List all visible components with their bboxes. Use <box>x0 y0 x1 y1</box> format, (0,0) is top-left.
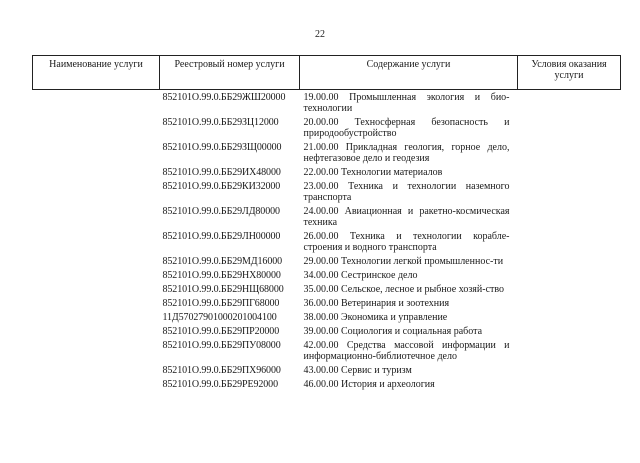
cell-service-name <box>33 310 160 324</box>
cell-service-conditions <box>518 204 621 229</box>
table-row <box>33 324 621 338</box>
table-row <box>33 338 621 363</box>
cell-service-content: 35.00.00 Сельское, лесное и рыбное хозяй-ство <box>303 284 505 295</box>
table-row <box>33 140 621 165</box>
cell-registry-number: 852101О.99.0.ББ29ЖШ20000 <box>162 92 286 103</box>
cell-service-conditions <box>518 229 621 254</box>
cell-registry-number: 852101О.99.0.ББ29КИ32000 <box>162 181 281 192</box>
cell-service-content: 46.00.00 История и археология <box>303 379 435 390</box>
table-row <box>33 90 621 116</box>
cell-service-content: 19.00.00 Промышленная экология и био-технологии <box>303 92 510 114</box>
header-service-conditions: Условия оказания услуги <box>518 56 621 90</box>
cell-registry-number: 852101О.99.0.ББ29ЗЩ00000 <box>162 142 282 153</box>
cell-service-conditions <box>518 140 621 165</box>
cell-service-name <box>33 165 160 179</box>
header-registry-number: Реестровый номер услуги <box>160 56 300 90</box>
cell-service-conditions <box>518 363 621 377</box>
cell-service-content: 36.00.00 Ветеринария и зоотехния <box>303 298 450 309</box>
cell-service-content: 42.00.00 Средства массовой информации и информационно-библиотечное дело <box>303 340 510 362</box>
cell-service-content: 39.00.00 Социология и социальная работа <box>303 326 483 337</box>
cell-service-content: 24.00.00 Авиационная и ракетно-космическая техника <box>303 206 510 228</box>
cell-service-name <box>33 296 160 310</box>
cell-service-conditions <box>518 324 621 338</box>
services-table <box>32 55 621 391</box>
cell-service-name <box>33 204 160 229</box>
cell-service-name <box>33 140 160 165</box>
cell-service-name <box>33 377 160 391</box>
cell-registry-number: 852101О.99.0.ББ29РЕ92000 <box>162 379 278 390</box>
cell-service-content: 34.00.00 Сестринское дело <box>303 270 418 281</box>
table-header <box>33 56 621 90</box>
cell-registry-number: 852101О.99.0.ББ29ИХ48000 <box>162 167 281 178</box>
cell-service-name <box>33 338 160 363</box>
cell-service-name <box>33 324 160 338</box>
cell-registry-number: 852101О.99.0.ББ29ПГ68000 <box>162 298 280 309</box>
cell-service-conditions <box>518 268 621 282</box>
cell-service-content: 20.00.00 Техносферная безопасность и природообустройство <box>303 117 510 139</box>
cell-service-content: 22.00.00 Технологии материалов <box>303 167 443 178</box>
cell-service-conditions <box>518 338 621 363</box>
cell-registry-number: 852101О.99.0.ББ29НХ80000 <box>162 270 281 281</box>
cell-registry-number: 852101О.99.0.ББ29ЛД80000 <box>162 206 280 217</box>
cell-registry-number: 852101О.99.0.ББ29ПР20000 <box>162 326 280 337</box>
cell-registry-number: 852101О.99.0.ББ29ПХ96000 <box>162 365 281 376</box>
cell-service-name <box>33 282 160 296</box>
table-row <box>33 363 621 377</box>
cell-service-content: 23.00.00 Техника и технологии наземного транспорта <box>303 181 510 203</box>
table-row <box>33 165 621 179</box>
table-row <box>33 204 621 229</box>
table-row <box>33 310 621 324</box>
table-row <box>33 115 621 140</box>
cell-service-conditions <box>518 90 621 116</box>
cell-service-conditions <box>518 310 621 324</box>
cell-service-name <box>33 90 160 116</box>
cell-service-conditions <box>518 179 621 204</box>
cell-registry-number: 852101О.99.0.ББ29ЗЦ12000 <box>162 117 279 128</box>
cell-registry-number: 852101О.99.0.ББ29МД16000 <box>162 256 283 267</box>
header-service-content: Содержание услуги <box>300 56 518 90</box>
table-row <box>33 229 621 254</box>
table-row <box>33 179 621 204</box>
cell-service-content: 29.00.00 Технологии легкой промышленнос-ти <box>303 256 504 267</box>
cell-service-conditions <box>518 282 621 296</box>
table-row <box>33 268 621 282</box>
cell-registry-number: 11Д57027901000201004100 <box>162 312 277 323</box>
cell-service-content: 43.00.00 Сервис и туризм <box>303 365 412 376</box>
cell-service-name <box>33 254 160 268</box>
cell-service-conditions <box>518 115 621 140</box>
table-row <box>33 254 621 268</box>
cell-service-content: 26.00.00 Техника и технологии корабле-строения и водного транспорта <box>303 231 510 253</box>
cell-service-conditions <box>518 377 621 391</box>
table-row <box>33 377 621 391</box>
table-body <box>33 90 621 392</box>
table-row <box>33 296 621 310</box>
cell-service-name <box>33 115 160 140</box>
cell-service-conditions <box>518 254 621 268</box>
table-row <box>33 282 621 296</box>
cell-service-content: 38.00.00 Экономика и управление <box>303 312 448 323</box>
cell-service-conditions <box>518 296 621 310</box>
cell-registry-number: 852101О.99.0.ББ29ПУ08000 <box>162 340 281 351</box>
cell-registry-number: 852101О.99.0.ББ29НЩ68000 <box>162 284 284 295</box>
page-number: 22 <box>315 29 325 40</box>
cell-service-conditions <box>518 165 621 179</box>
cell-registry-number: 852101О.99.0.ББ29ЛН00000 <box>162 231 281 242</box>
cell-service-name <box>33 268 160 282</box>
cell-service-content: 21.00.00 Прикладная геология, горное дело, нефтегазовое дело и геодезия <box>303 142 510 164</box>
cell-service-name <box>33 363 160 377</box>
cell-service-name <box>33 179 160 204</box>
cell-service-name <box>33 229 160 254</box>
header-service-name: Наименование услуги <box>33 56 160 90</box>
